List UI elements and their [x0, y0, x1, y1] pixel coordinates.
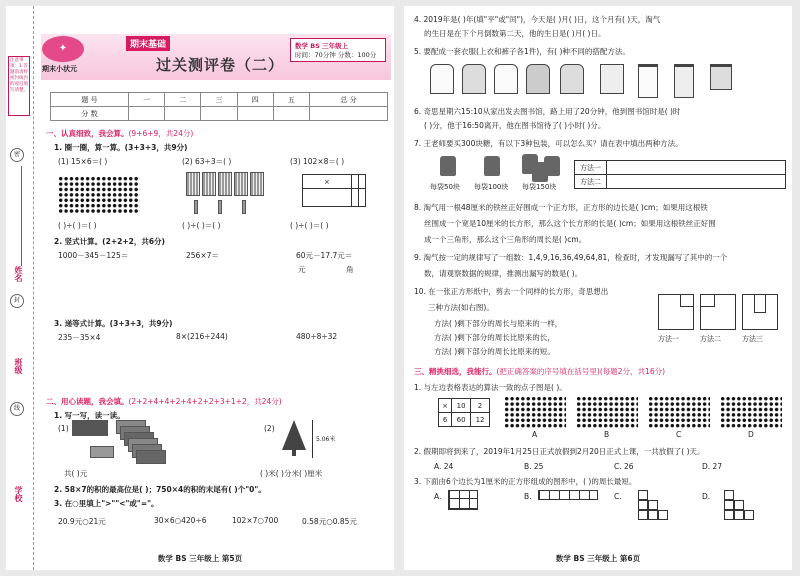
alg-cell: 60: [452, 413, 471, 427]
logo-text: 期末小状元: [42, 65, 77, 73]
seal-line: [21, 166, 22, 266]
shape-c-cell: [658, 510, 668, 520]
r-question-8-line2: 丝围成一个宽是10厘米的长方形，那么这个长方形的长是( )cm；如果用这根铁丝正好围: [424, 219, 716, 228]
section-1-title: [46, 128, 193, 139]
jacket-icon: [526, 64, 550, 94]
option-d-label: D: [748, 430, 754, 439]
dot-option-a[interactable]: [504, 396, 566, 428]
score-cell: 三: [201, 93, 237, 107]
score-cell: 题 号: [51, 93, 129, 107]
grid-cell[interactable]: [351, 189, 358, 207]
method-1-label: 方法一: [575, 161, 607, 175]
grid-cell[interactable]: [351, 175, 358, 189]
single-stick: [194, 200, 198, 214]
dot-option-c[interactable]: [648, 396, 710, 428]
s2-option-d[interactable]: D. 27: [702, 462, 723, 471]
score-input[interactable]: [128, 107, 164, 121]
question-1: 1. 圈一圈，算一算。(3+3+3，共9分): [54, 143, 188, 152]
shape-c-cell: [648, 500, 658, 510]
shape-d-cell: [734, 500, 744, 510]
dot-option-b[interactable]: [576, 396, 638, 428]
q2-part-c: 60元－17.7元＝: [296, 251, 353, 260]
shape-d-cell: [724, 500, 734, 510]
method-2-label: 方法二: [575, 175, 607, 189]
alg-cell: 10: [452, 399, 471, 413]
left-page: [6, 6, 394, 570]
algorithm-table: [438, 398, 490, 427]
shirt-icon: [494, 64, 518, 94]
r-question-6-line2: ( )分，他于16:50离开，他在图书馆待了( )小时( )分。: [424, 121, 606, 130]
section-3-points: (把正确答案的序号填在括号里)(每题2分，共16分): [496, 367, 666, 376]
bag-label-150: 每袋150块: [522, 183, 557, 191]
r-question-4-line1: 4. 2019年是( )年(填"平"或"闰")，今天是( )月( )日，这个月有( )天，淘气: [414, 15, 661, 24]
unit-jiao: 角: [346, 265, 354, 274]
score-cell: 总 分: [309, 93, 387, 107]
stick-bundle: [234, 172, 248, 196]
shape-c-cell: [638, 490, 648, 500]
shape-a: [448, 490, 478, 510]
r-question-9-line2: 数，请观察数据的规律，推测出漏写的数是( )。: [424, 269, 583, 278]
r-question-10-line1: 10. 在一张正方形纸中，剪去一个同样的长方形，奇思想出: [414, 287, 609, 296]
notice-box: 注意事项：1.答题前请将密封线内的项目填写清楚。: [8, 56, 30, 116]
cutout: [680, 295, 693, 307]
score-input[interactable]: [237, 107, 273, 121]
score-table: [50, 92, 388, 121]
tree-icon: [282, 420, 306, 450]
shirt-icon: [462, 64, 486, 94]
page-footer: 数学 BS 三年级上 第5页: [157, 554, 243, 563]
bag-icon: [440, 156, 456, 176]
brand-logo: ✦: [42, 36, 84, 62]
height-ruler: [312, 420, 313, 458]
name-label: 姓名: [14, 266, 23, 282]
score-cell: 二: [165, 93, 201, 107]
section-2-points: (2+2+4+4+2+4+2+2+3+1+2，共24分): [128, 397, 282, 406]
option-a-label: A: [532, 430, 538, 439]
stick-bundle: [202, 172, 216, 196]
q6-part-c[interactable]: 102×7○700: [232, 516, 279, 525]
q3-part-c: 480÷8÷32: [296, 332, 338, 341]
s-question-2: 2. 假期即将到来了，2019年1月25日正式放假到2月20日正式上课，一共放假了( )天。: [414, 447, 705, 456]
section-1-label: 一、认真细致，我会算。: [46, 129, 129, 138]
cutout: [754, 295, 766, 313]
shorts-icon: [710, 64, 732, 90]
s2-option-c[interactable]: C. 26: [614, 462, 634, 471]
grid-cell: ×: [303, 175, 352, 189]
exam-info: [290, 38, 386, 62]
cutout: [701, 295, 715, 307]
section-2-label: 二、用心读题，我会填。: [46, 397, 129, 406]
score-input[interactable]: [201, 107, 237, 121]
single-stick: [218, 200, 222, 214]
section-1-points: (9+6+9，共24分): [128, 129, 194, 138]
r-question-10-line2: 三种方法(如右图)。: [428, 303, 494, 312]
grid-cell[interactable]: [303, 189, 352, 207]
q3-part-b: 8×(216÷244): [176, 332, 228, 341]
r-question-7: 7. 王老师要买300块糖，有以下3种包装，可以怎么买？请在表中填出两种方法。: [414, 139, 683, 148]
banknote: [136, 450, 166, 464]
method-label-1: 方法一: [658, 335, 679, 343]
dot-option-d[interactable]: [720, 396, 782, 428]
seal-mark-xian: 线: [10, 402, 24, 416]
q1-part-b: (2) 63÷3＝( ): [182, 157, 232, 166]
r-question-10-line3[interactable]: 方法( )剩下部分的周长与原来的一样，: [434, 319, 563, 328]
r-question-8-line3: 成一个三角形，那么这个三角形的周长是( )cm。: [424, 235, 587, 244]
multiply-grid: [302, 174, 366, 207]
q4-part-1: (1): [58, 424, 69, 433]
alg-cell: 2: [471, 399, 490, 413]
subject-grade: 数学 BS 三年级上: [295, 42, 349, 50]
r-question-4-line2: 的生日是在下个月倒数第二天，他的生日是( )月( )日。: [424, 29, 606, 38]
alg-cell: 6: [439, 413, 452, 427]
time-score: 时间：70分钟 分数：100分: [295, 51, 377, 59]
grid-cell[interactable]: [358, 175, 365, 189]
tree-trunk: [292, 450, 296, 456]
bag-label-50: 每袋50块: [430, 183, 460, 191]
q1b-answer[interactable]: ( )÷( )＝( ): [182, 221, 221, 230]
binding-strip: [6, 6, 34, 570]
alg-cell: 12: [471, 413, 490, 427]
q1c-answer[interactable]: ( )÷( )＝( ): [290, 221, 329, 230]
question-3: 3. 递等式计算。(3+3+3，共9分): [54, 319, 173, 328]
stick-bundle: [250, 172, 264, 196]
method-2-input[interactable]: [607, 175, 786, 189]
method-table: [574, 160, 786, 189]
r-question-9-line1: 9. 淘气按一定的规律写了一组数：1,4,9,16,36,49,64,81，检查时，才发现漏写了其中的一个: [414, 253, 728, 262]
single-stick: [242, 200, 246, 214]
section-3-title: [414, 366, 665, 377]
bag-icon: [484, 156, 500, 176]
q4-part-2: (2): [264, 424, 275, 433]
unit-yuan: 元: [298, 265, 306, 274]
stick-bundle: [186, 172, 200, 196]
jacket-icon: [560, 64, 584, 94]
q6-part-a[interactable]: 20.9元○21元: [58, 517, 106, 526]
score-cell: 四: [237, 93, 273, 107]
shape-c-cell: [638, 500, 648, 510]
q6-part-d[interactable]: 0.58元○0.85元: [302, 517, 357, 526]
q4-answer-1[interactable]: 共( )元: [64, 469, 88, 478]
question-6: 3. 在○里填上">""<"或"="。: [54, 499, 159, 508]
shape-d-cell: [724, 510, 734, 520]
pants-icon: [638, 64, 658, 98]
grid-cell[interactable]: [358, 189, 365, 207]
s3-option-b[interactable]: B.: [524, 492, 532, 501]
s-question-3: 3. 下面由6个边长为1厘米的正方形组成的图形中，( )的周长最短。: [414, 477, 637, 486]
question-2: 2. 竖式计算。(2+2+2，共6分): [54, 237, 165, 246]
page-footer: 数学 BS 三年级上 第6页: [555, 554, 641, 563]
q1-part-c: (3) 102×8＝( ): [290, 157, 345, 166]
bag-label-100: 每袋100块: [474, 183, 509, 191]
r-question-8-line1: 8. 淘气用一根48厘米的铁丝正好围成一个正方形，正方形的边长是( )cm；如果用这根铁: [414, 203, 708, 212]
score-cell: 五: [273, 93, 309, 107]
s3-option-d[interactable]: D.: [702, 492, 711, 501]
seal-mark-mi: 密: [10, 148, 24, 162]
stick-bundle: [218, 172, 232, 196]
shirt-icon: [430, 64, 454, 94]
alg-cell: ×: [439, 399, 452, 413]
page-title: 过关测评卷（二）: [156, 56, 285, 74]
section-2-title: [46, 396, 282, 407]
s3-option-c[interactable]: C.: [614, 492, 622, 501]
option-c-label: C: [676, 430, 682, 439]
q6-part-b[interactable]: 30×6○420÷6: [154, 516, 207, 525]
shape-d-cell: [744, 510, 754, 520]
exam-tag: 期末基础: [126, 36, 170, 51]
r-question-6-line1: 6. 奇思星期六15:10从家出发去图书馆，路上用了20分钟，他到图书馆时是( )时: [414, 107, 681, 116]
s3-option-a[interactable]: A.: [434, 492, 442, 501]
shape-d-cell: [724, 490, 734, 500]
method-label-2: 方法二: [700, 335, 721, 343]
q4-answer-2[interactable]: ( )米( )分米( )厘米: [260, 469, 323, 478]
score-input[interactable]: [309, 107, 387, 121]
banknote: [90, 446, 114, 458]
right-page: [404, 6, 792, 570]
r-question-10-line4[interactable]: 方法( )剩下部分的周长比原来的长，: [434, 333, 555, 342]
r-question-10-line5[interactable]: 方法( )剩下部分的周长比原来的短。: [434, 347, 555, 356]
r-question-5: 5. 要配成一套衣服(上衣和裤子各1件)，有( )种不同的搭配方法。: [414, 47, 630, 56]
pants-icon: [674, 64, 694, 98]
score-cell: 分 数: [51, 107, 129, 121]
s-question-1: 1. 与左边表格表达的算法一致的点子图是( )。: [414, 383, 567, 392]
shape-c-cell: [648, 510, 658, 520]
q1a-answer[interactable]: ( )÷( )＝( ): [58, 221, 97, 230]
method-label-3: 方法三: [742, 335, 763, 343]
method-1-input[interactable]: [607, 161, 786, 175]
s2-option-a[interactable]: A. 24: [434, 462, 454, 471]
shape-b: [538, 490, 598, 500]
score-cell: 一: [128, 93, 164, 107]
s2-option-b[interactable]: B. 25: [524, 462, 544, 471]
shape-c-cell: [638, 510, 648, 520]
tree-height: 5.06米: [316, 436, 336, 443]
question-4: 1. 写一写，读一读。: [54, 411, 125, 420]
seal-mark-feng: 封: [10, 294, 24, 308]
q2-part-b: 256×7＝: [186, 251, 219, 260]
q3-part-a: 235－35×4: [58, 333, 101, 342]
score-input[interactable]: [273, 107, 309, 121]
banknote: [72, 420, 108, 436]
question-5: 2. 58×7的积的最高位是( )；750×4的积的末尾有( )个"0"。: [54, 485, 266, 494]
option-b-label: B: [604, 430, 610, 439]
shape-d-cell: [734, 510, 744, 520]
dot-array: [58, 176, 140, 214]
q1-part-a: (1) 15×6＝( ): [58, 157, 108, 166]
school-label: 学校: [14, 486, 23, 502]
section-3-label: 三、精挑细选，我能行。: [414, 367, 497, 376]
score-input[interactable]: [165, 107, 201, 121]
q2-part-a: 1000－345－125＝: [58, 251, 129, 260]
bag-icon: [544, 156, 560, 176]
class-label: 班级: [14, 358, 23, 374]
tshirt-icon: [600, 64, 624, 94]
